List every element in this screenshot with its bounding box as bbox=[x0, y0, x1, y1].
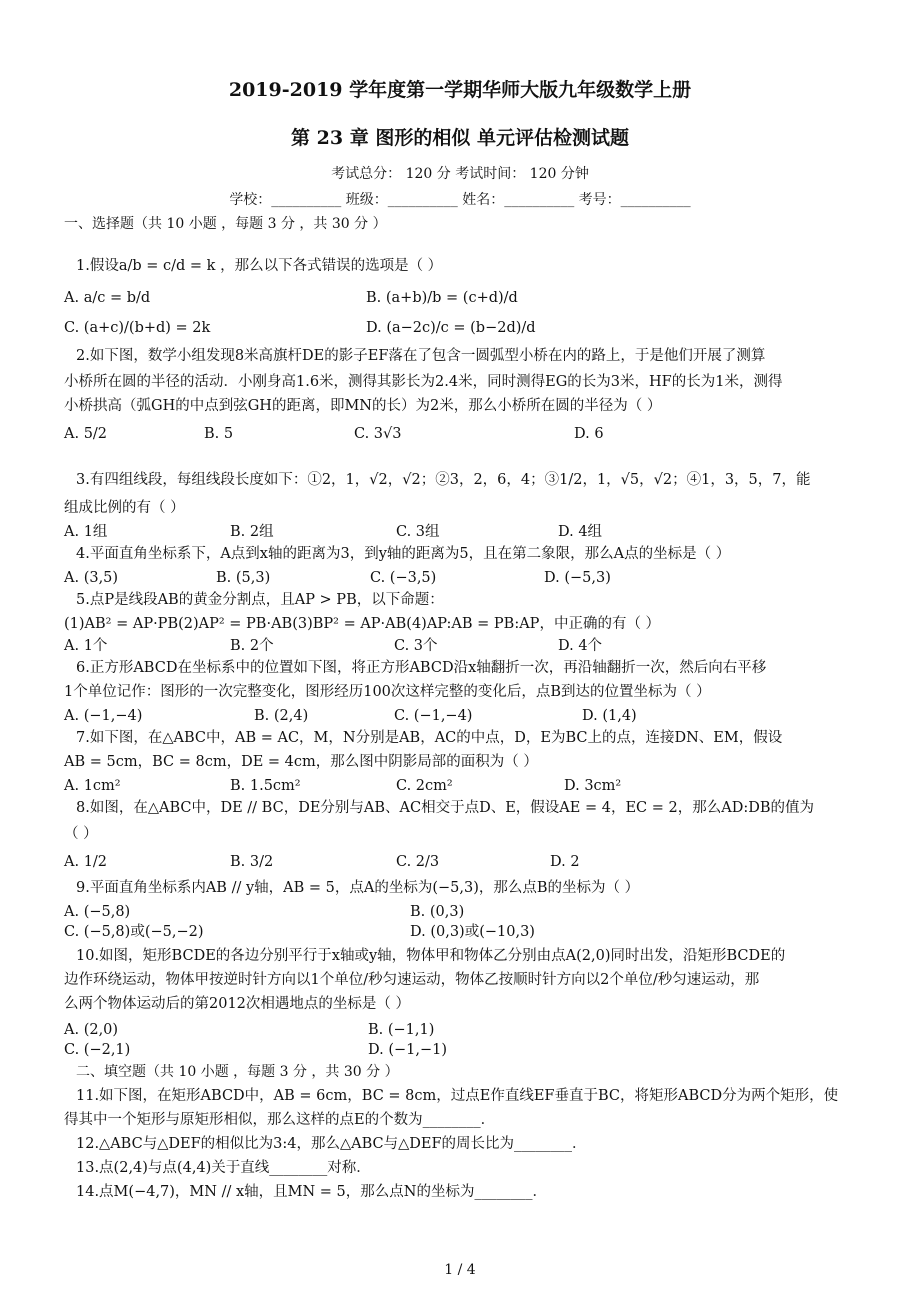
option-c: C. (−3,5) bbox=[370, 570, 437, 586]
question-stem: 小桥所在圆的半径的活动．小刚身高1.6米，测得其影长为2.4米，同时测得EG的长为3米，HF的长为1米，测得 bbox=[64, 374, 783, 390]
question-stem: 3.有四组线段，每组线段长度如下：①2，1，√2，√2；②3，2，6，4；③1/2，1，√5，√2；④1，3，5，7，能 bbox=[76, 472, 811, 488]
option-a: A. 1/2 bbox=[64, 854, 108, 870]
question-stem: 组成比例的有（ ） bbox=[64, 500, 185, 516]
option-a: A. (3,5) bbox=[64, 570, 119, 586]
question-stem: 小桥拱高（弧GH的中点到弦GH的距离，即MN的长）为2米，那么小桥所在圆的半径为（ ） bbox=[64, 398, 662, 414]
exam-info: 考试总分： 120 分 考试时间： 120 分钟 bbox=[331, 166, 589, 182]
fill-question: 13.点(2,4)与点(4,4)关于直线________对称． bbox=[76, 1160, 371, 1176]
option-d: D. (−5,3) bbox=[544, 570, 611, 586]
question-stem: 7.如下图，在△ABC中，AB = AC，M，N分别是AB，AC的中点，D，E为BC上的点，连接DN、EM，假设 bbox=[76, 730, 783, 746]
option-d: D. (a−2c)/c = (b−2d)/d bbox=[366, 320, 536, 336]
section-title: 一、选择题（共 10 小题 ，每题 3 分 ，共 30 分 ） bbox=[64, 216, 387, 232]
option-d: D. (1,4) bbox=[582, 708, 637, 724]
option-d: D. (−1,−1) bbox=[368, 1042, 447, 1058]
question-stem: 2.如下图，数学小组发现8米高旗杆DE的影子EF落在了包含一圆弧型小桥在内的路上，于是他们开展了测算 bbox=[76, 348, 766, 364]
option-b: B. (5,3) bbox=[216, 570, 271, 586]
question-stem: 5.点P是线段AB的黄金分割点，且AP > PB，以下命题： bbox=[76, 592, 444, 608]
fill-question: 11.如下图，在矩形ABCD中，AB = 6cm，BC = 8cm，过点E作直线EF垂直于BC，将矩形ABCD分为两个矩形，使 bbox=[76, 1088, 839, 1104]
option-a: A. 1个 bbox=[64, 638, 108, 654]
question-stem: 1.假设a/b = c/d = k ，那么以下各式错误的选项是（ ） bbox=[76, 258, 443, 274]
option-d: D. (0,3)或(−10,3) bbox=[410, 924, 535, 940]
option-c: C. (−5,8)或(−5,−2) bbox=[64, 924, 204, 940]
option-d: D. 3cm² bbox=[564, 778, 622, 794]
question-stem: 6.正方形ABCD在坐标系中的位置如下图，将正方形ABCD沿x轴翻折一次，再沿轴翻折一次，然后向右平移 bbox=[76, 660, 767, 676]
question-stem: （ ） bbox=[64, 826, 98, 842]
option-c: C. 3组 bbox=[396, 524, 440, 540]
option-c: C. 3个 bbox=[394, 638, 438, 654]
question-stem: 4.平面直角坐标系下，A点到x轴的距离为3，到y轴的距离为5，且在第二象限，那么A点的坐标是（ ） bbox=[76, 546, 731, 562]
option-d: D. 2 bbox=[550, 854, 580, 870]
fill-question: 得其中一个矩形与原矩形相似，那么这样的点E的个数为________． bbox=[64, 1112, 496, 1128]
option-a: A. 1cm² bbox=[64, 778, 121, 794]
option-b: B. 2组 bbox=[230, 524, 274, 540]
question-stem: 边作环绕运动，物体甲按逆时针方向以1个单位/秒匀速运动，物体乙按顺时针方向以2个单位/秒匀速运动，那 bbox=[64, 972, 760, 988]
page-number: 1 / 4 bbox=[444, 1262, 476, 1278]
question-stem: (1)AB² = AP·PB(2)AP² = PB·AB(3)BP² = AP·AB(4)AP:AB = PB:AP，中正确的有（ ） bbox=[64, 616, 661, 632]
chapter-title: 第 23 章 图形的相似 单元评估检测试题 bbox=[291, 127, 629, 149]
question-stem: AB = 5cm，BC = 8cm，DE = 4cm，那么图中阴影局部的面积为（ ） bbox=[64, 754, 538, 770]
question-stem: 1个单位记作：图形的一次完整变化，图形经历100次这样完整的变化后，点B到达的位置坐标为（ ） bbox=[64, 684, 711, 700]
option-a: A. (−5,8) bbox=[64, 904, 131, 920]
option-c: C. (−2,1) bbox=[64, 1042, 131, 1058]
option-d: D. 6 bbox=[574, 426, 604, 442]
option-b: B. (0,3) bbox=[410, 904, 465, 920]
student-info: 学校：__________ 班级：__________ 姓名：__________ 考号：__________ bbox=[229, 192, 691, 208]
option-b: B. (2,4) bbox=[254, 708, 309, 724]
option-a: A. 1组 bbox=[64, 524, 108, 540]
option-a: A. (−1,−4) bbox=[64, 708, 143, 724]
option-b: B. 5 bbox=[204, 426, 234, 442]
option-a: A. a/c = b/d bbox=[64, 290, 151, 306]
option-a: A. (2,0) bbox=[64, 1022, 119, 1038]
option-b: B. 1.5cm² bbox=[230, 778, 301, 794]
option-a: A. 5/2 bbox=[64, 426, 108, 442]
exam-title: 2019-2019 学年度第一学期华师大版九年级数学上册 bbox=[228, 79, 692, 101]
option-d: D. 4个 bbox=[558, 638, 603, 654]
option-b: B. 3/2 bbox=[230, 854, 274, 870]
option-b: B. (−1,1) bbox=[368, 1022, 435, 1038]
fill-question: 14.点M(−4,7)，MN // x轴，且MN = 5，那么点N的坐标为________． bbox=[76, 1184, 547, 1200]
question-stem: 么两个物体运动后的第2012次相遇地点的坐标是（ ） bbox=[64, 996, 411, 1012]
question-stem: 9.平面直角坐标系内AB // y轴，AB = 5，点A的坐标为(−5,3)，那么点B的坐标为（ ） bbox=[76, 880, 640, 896]
section-title: 二、填空题（共 10 小题 ，每题 3 分 ，共 30 分 ） bbox=[76, 1064, 399, 1080]
option-d: D. 4组 bbox=[558, 524, 603, 540]
option-c: C. (−1,−4) bbox=[394, 708, 473, 724]
option-c: C. 3√3 bbox=[354, 426, 402, 442]
option-c: C. 2/3 bbox=[396, 854, 440, 870]
option-b: B. (a+b)/b = (c+d)/d bbox=[366, 290, 518, 306]
option-b: B. 2个 bbox=[230, 638, 274, 654]
question-stem: 10.如图，矩形BCDE的各边分别平行于x轴或y轴，物体甲和物体乙分别由点A(2,0)同时出发，沿矩形BCDE的 bbox=[76, 948, 786, 964]
fill-question: 12.△ABC与△DEF的相似比为3:4，那么△ABC与△DEF的周长比为________． bbox=[76, 1136, 587, 1152]
option-c: C. (a+c)/(b+d) = 2k bbox=[64, 320, 211, 336]
question-stem: 8.如图，在△ABC中，DE // BC，DE分别与AB、AC相交于点D、E，假设AE = 4，EC = 2，那么AD:DB的值为 bbox=[76, 800, 814, 816]
option-c: C. 2cm² bbox=[396, 778, 453, 794]
